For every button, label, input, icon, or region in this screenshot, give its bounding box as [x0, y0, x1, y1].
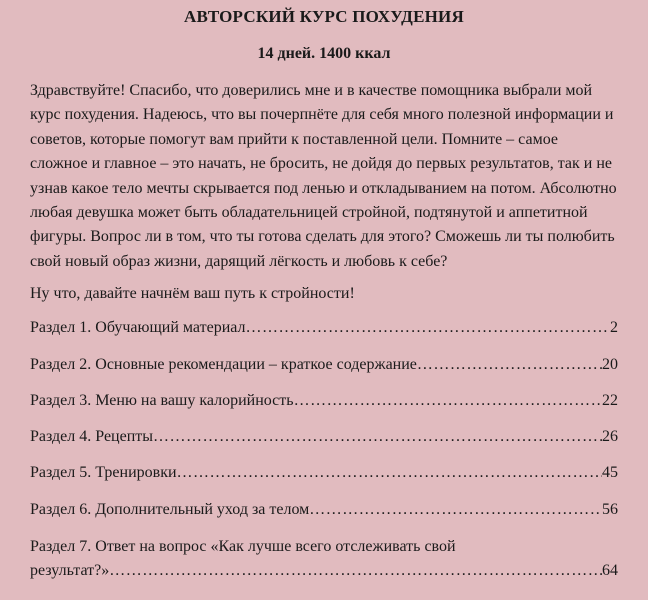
toc-page-number: 22 — [602, 391, 618, 409]
toc-item-section-4 — [30, 426, 618, 448]
toc-item-section-3 — [30, 390, 618, 412]
toc-item-section-2 — [30, 354, 618, 376]
toc-leader-dots — [417, 354, 602, 376]
toc-page-number: 26 — [602, 428, 618, 446]
toc-label: Раздел 5. Тренировки — [30, 464, 177, 482]
toc-label-line2-row — [30, 559, 618, 583]
toc-leader-dots — [245, 317, 610, 339]
toc-page-number: 45 — [602, 464, 618, 482]
toc-page-number: 2 — [610, 319, 618, 337]
toc-item-section-7 — [30, 535, 618, 583]
toc-item-section-1 — [30, 317, 618, 339]
toc-item-section-6 — [30, 499, 618, 521]
toc-page-number: 64 — [602, 562, 618, 580]
toc-label: Раздел 1. Обучающий материал — [30, 319, 246, 337]
toc-leader-dots — [109, 559, 602, 583]
table-of-contents — [30, 306, 618, 583]
intro-paragraph: Здравствуйте! Спасибо, что доверились мне и в качестве помощника выбрали мой курс похудения. Надеюсь, что вы почерпнёте для себя много полезной информации и советов, которые помогут вам прийти к поставленной цели. Помните – самое сложное и главное – это начать, не бросить, не дойдя до первых результатов, так и не узнав какое тело мечты скрывается под ленью и откладыванием на потом. Абсолютно любая девушка может быть обладательницей стройной, подтянутой и аппетитной фигуры. Вопрос ли в том, что ты готова сделать для этого? Сможешь ли ты полюбить свой новый образ жизни, дарящий лёгкость и любовь к себе? — [30, 82, 617, 270]
document-subtitle: 14 дней. 1400 ккал — [257, 45, 391, 62]
toc-label-line1: Раздел 7. Ответ на вопрос «Как лучше всего отслеживать свой — [30, 538, 456, 556]
toc-label-line2: результат?» — [30, 562, 110, 580]
toc-leader-dots — [294, 390, 602, 412]
toc-page-number: 56 — [602, 500, 618, 518]
toc-label: Раздел 2. Основные рекомендации – краткое содержание — [30, 355, 417, 373]
toc-label: Раздел 3. Меню на вашу калорийность — [30, 391, 294, 409]
toc-label: Раздел 6. Дополнительный уход за телом — [30, 500, 310, 518]
toc-leader-dots — [177, 462, 602, 484]
document-title: АВТОРСКИЙ КУРС ПОХУДЕНИЯ — [184, 7, 464, 26]
call-to-action: Ну что, давайте начнём ваш путь к стройности! — [30, 285, 355, 303]
toc-item-section-5 — [30, 462, 618, 484]
toc-page-number: 20 — [602, 355, 618, 373]
toc-label: Раздел 4. Рецепты — [30, 428, 154, 446]
toc-leader-dots — [153, 426, 602, 448]
toc-leader-dots — [309, 499, 602, 521]
